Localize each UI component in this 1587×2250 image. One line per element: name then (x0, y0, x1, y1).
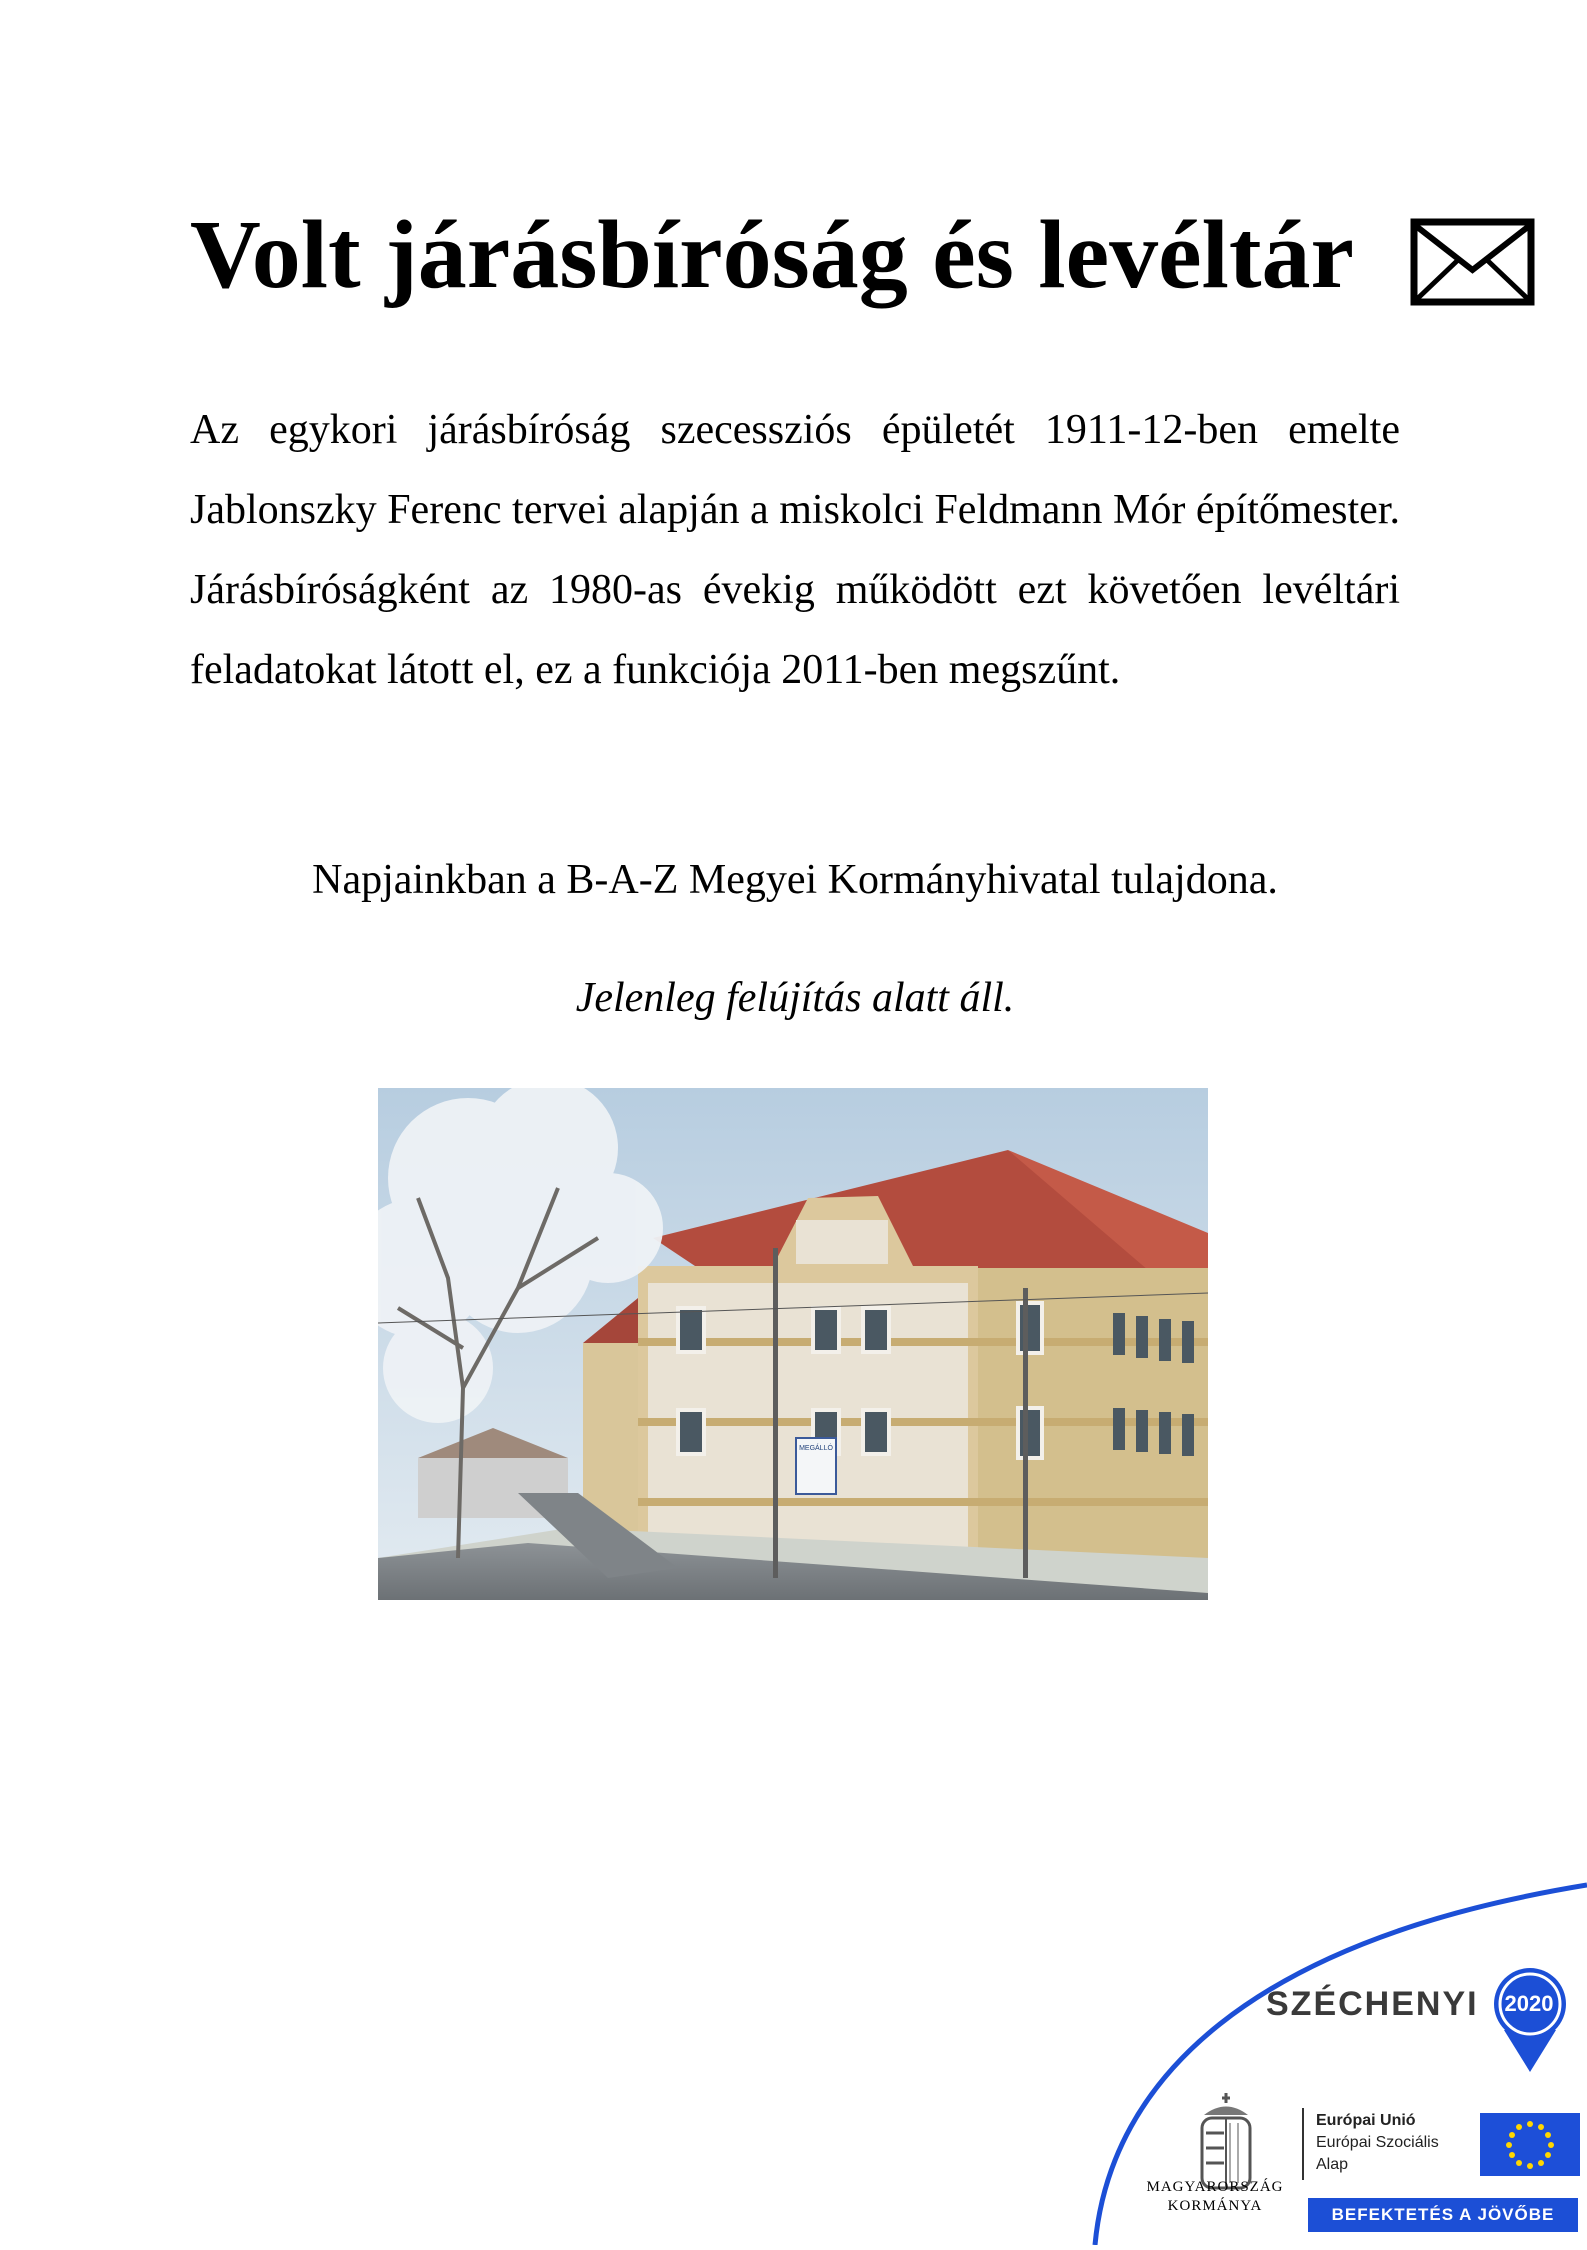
status-line: Jelenleg felújítás alatt áll. (575, 975, 1015, 1021)
eu-fund-line-1: Európai Szociális (1316, 2134, 1439, 2151)
szechenyi-logo-text: SZÉCHENYI (1266, 1985, 1479, 2023)
page-title: Volt járásbíróság és levéltár (190, 201, 1354, 309)
szechenyi-year: 2020 (1504, 1991, 1554, 2016)
invest-banner: BEFEKTETÉS A JÖVŐBE (1308, 2198, 1578, 2232)
photo-sign-text: MEGÁLLÓ (799, 1445, 833, 1452)
eu-divider (1302, 2108, 1304, 2180)
building-photo (378, 1088, 1208, 1600)
description-paragraph: Az egykori járásbíróság szecessziós épületét 1911-12-ben emelte Jablonszky Ferenc tervei alapján a miskolci Feldmann Mór építőmester. Járásbíróságként az 1980-as évekig működött ezt követően levéltári feladatokat látott el, ez a funkciója 2011-ben megszűnt. (190, 407, 1400, 693)
envelope-icon[interactable] (1410, 218, 1535, 306)
eu-fund-text (1316, 2110, 1476, 2176)
government-logo-text (1140, 2178, 1290, 2216)
eu-title: Európai Unió (1316, 2112, 1416, 2129)
owner-line: Napjainkban a B-A-Z Megyei Kormányhivatal tulajdona. (312, 857, 1278, 903)
gov-line-1: MAGYARORSZÁG (1146, 2179, 1284, 2195)
gov-line-2: KORMÁNYA (1167, 2198, 1263, 2214)
eu-fund-line-2: Alap (1316, 2156, 1349, 2173)
